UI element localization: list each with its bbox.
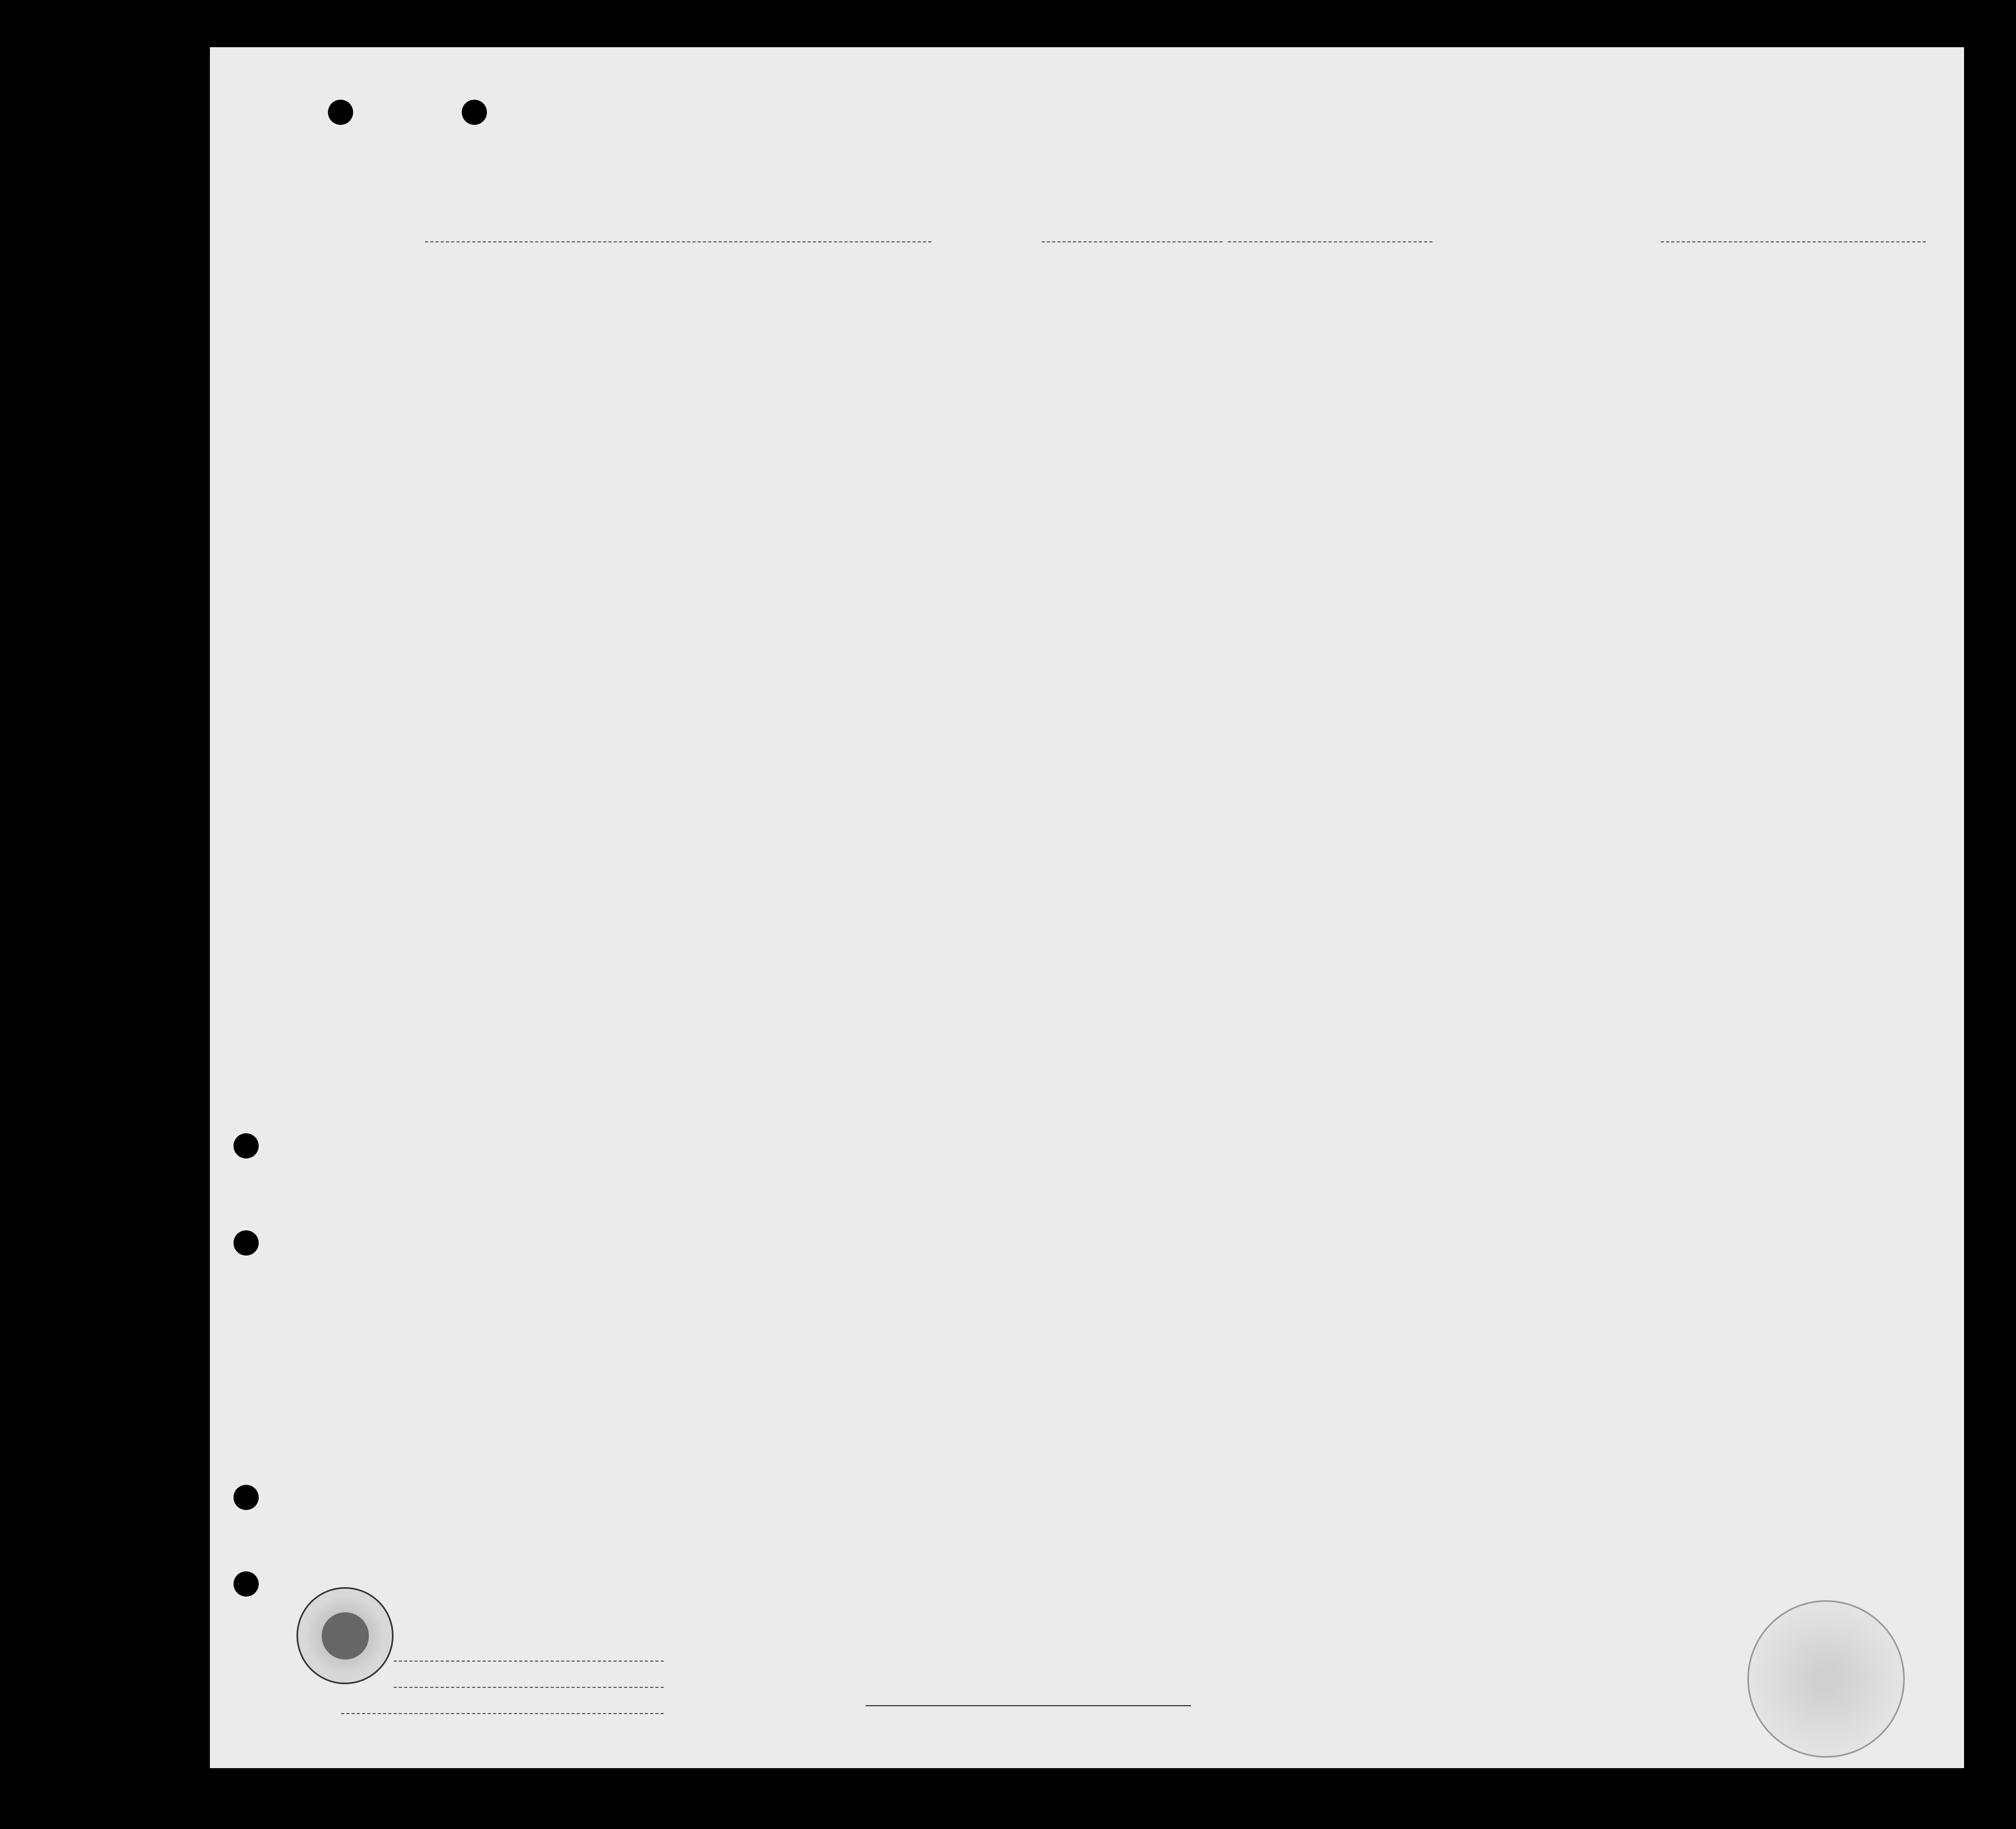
date-underline	[1228, 241, 1433, 242]
punch-hole	[328, 100, 353, 125]
punch-hole	[234, 1133, 259, 1158]
seal-emblem-icon	[322, 1612, 369, 1660]
local-agents-underline	[341, 1713, 664, 1714]
crew-manifest-table	[262, 254, 1936, 1613]
consular-seal	[296, 1587, 394, 1684]
owners-underline	[394, 1687, 664, 1688]
arrival-stamp	[1747, 1600, 1905, 1758]
vessel-underline	[425, 241, 931, 242]
signature-line	[866, 1705, 1191, 1706]
sheet-number	[1776, 91, 1787, 110]
sheet-number-field	[1776, 91, 1787, 110]
arriving-underline	[1042, 241, 1223, 242]
punch-hole	[462, 100, 487, 125]
punch-hole	[234, 1230, 259, 1256]
punch-hole	[234, 1485, 259, 1510]
punch-hole	[234, 1571, 259, 1597]
manifest-sheet	[210, 47, 1964, 1768]
line-underline	[394, 1661, 664, 1662]
from-port-underline	[1661, 241, 1926, 242]
